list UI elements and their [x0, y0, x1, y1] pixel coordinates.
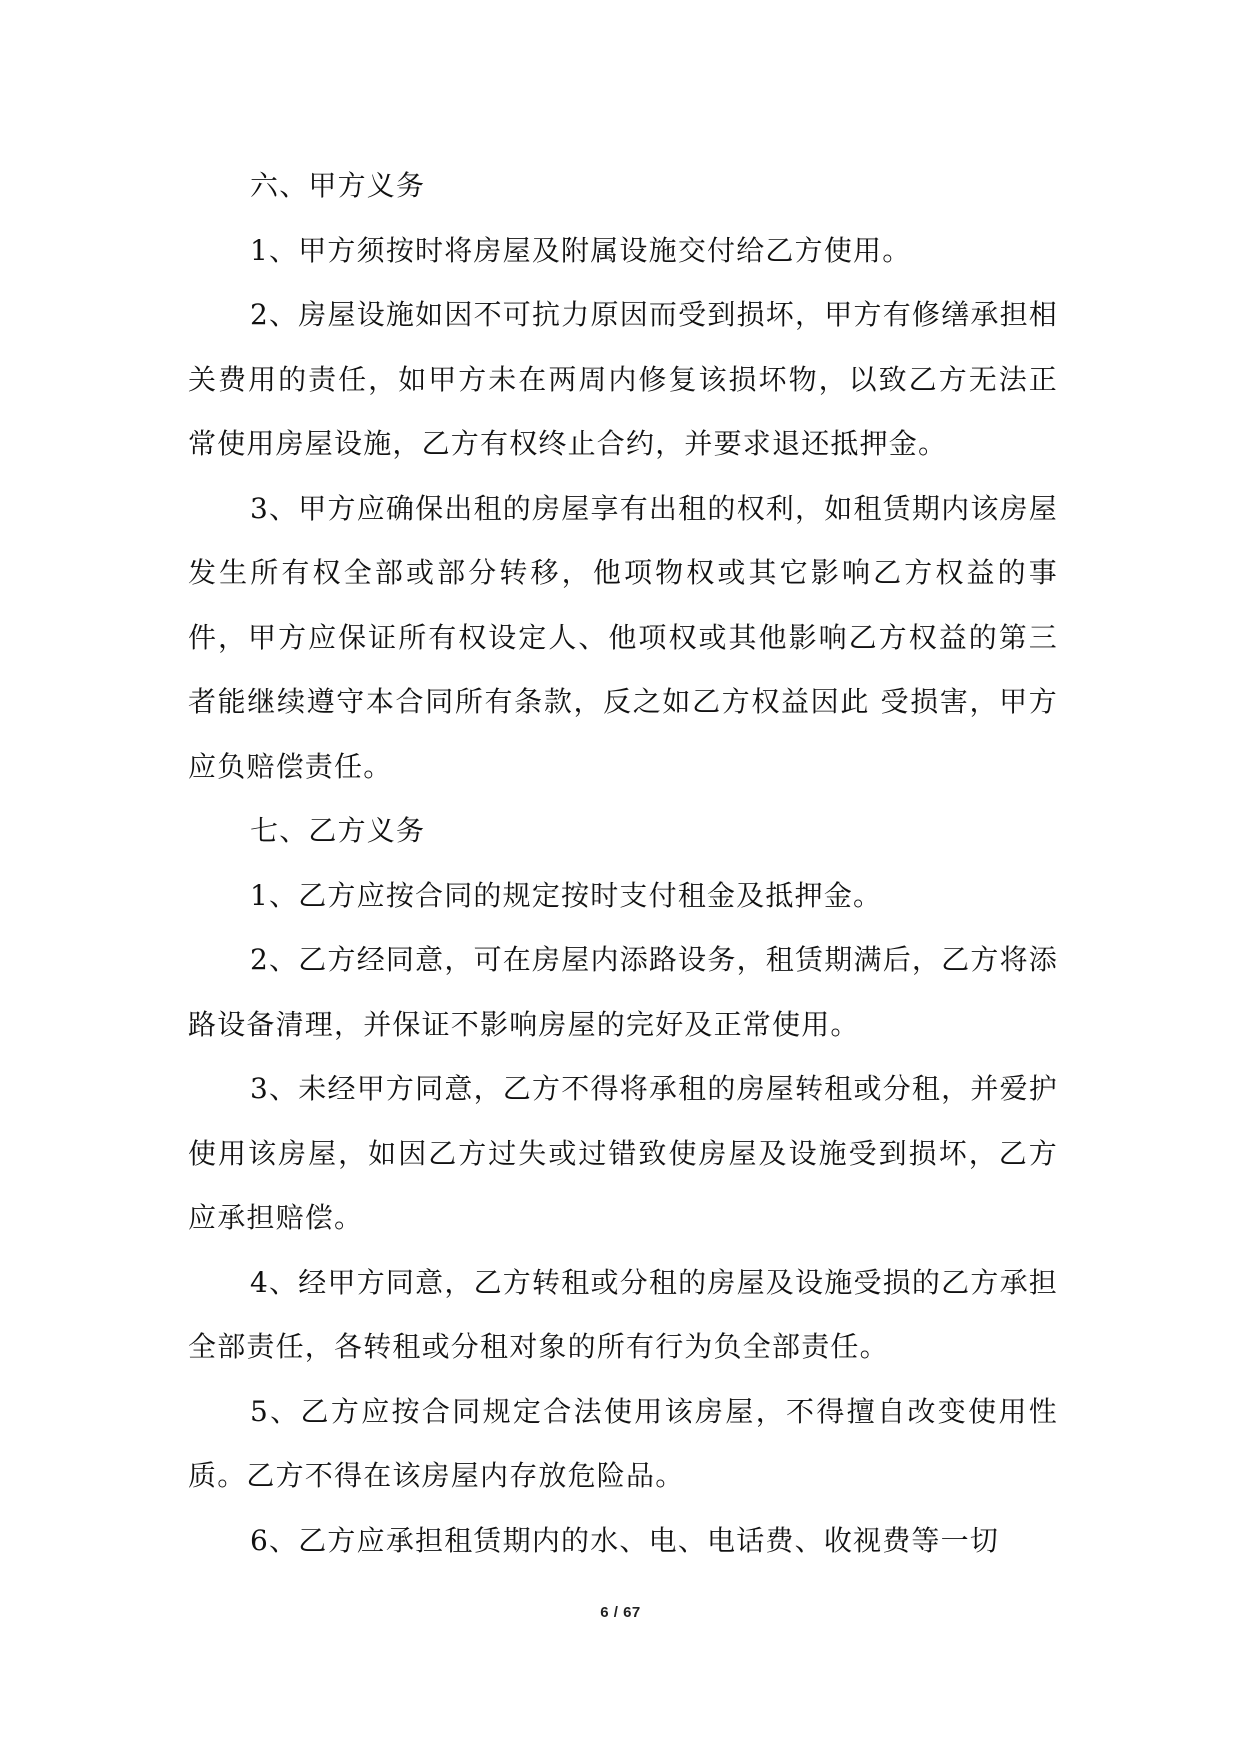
- party-b-clause-6: 6、乙方应承担租赁期内的水、电、电话费、收视费等一切: [250, 1523, 1000, 1557]
- section-heading-party-b-obligations: 七、乙方义务: [250, 814, 426, 847]
- document-body: [188, 154, 1058, 1573]
- party-b-clause-5: 5、乙方应按合同规定合法使用该房屋，不得擅自改变使用性质。乙方不得在该房屋内存放危险品。: [188, 1394, 1058, 1492]
- party-b-clause-2: 2、乙方经同意，可在房屋内添路设务，租赁期满后，乙方将添路设备清理，并保证不影响房屋的完好及正常使用。: [188, 943, 1058, 1041]
- party-b-clause-4: 4、经甲方同意，乙方转租或分租的房屋及设施受损的乙方承担全部责任，各转租或分租对象的所有行为负全部责任。: [188, 1265, 1058, 1363]
- party-b-clause-1: 1、乙方应按合同的规定按时支付租金及抵押金。: [250, 878, 883, 912]
- party-a-clause-1: 1、甲方须按时将房屋及附属设施交付给乙方使用。: [250, 233, 912, 267]
- party-b-clause-3: 3、未经甲方同意，乙方不得将承租的房屋转租或分租，并爱护使用该房屋，如因乙方过失或过错致使房屋及设施受到损坏，乙方应承担赔偿。: [188, 1072, 1058, 1234]
- party-a-clause-2: 2、房屋设施如因不可抗力原因而受到损坏，甲方有修缮承担相关费用的责任，如甲方未在两周内修复该损坏物，以致乙方无法正常使用房屋设施，乙方有权终止合约，并要求退还抵押金。: [188, 298, 1058, 460]
- party-a-clause-3: 3、甲方应确保出租的房屋享有出租的权利，如租赁期内该房屋发生所有权全部或部分转移，他项物权或其它影响乙方权益的事件，甲方应保证所有权设定人、他项权或其他影响乙方权益的第三者能继续遵守本合同所有条款，反之如乙方权益因此 受损害，甲方应负赔偿责任。: [188, 491, 1058, 783]
- page-number: 6 / 67: [600, 1604, 641, 1621]
- section-heading-party-a-obligations: 六、甲方义务: [250, 169, 426, 202]
